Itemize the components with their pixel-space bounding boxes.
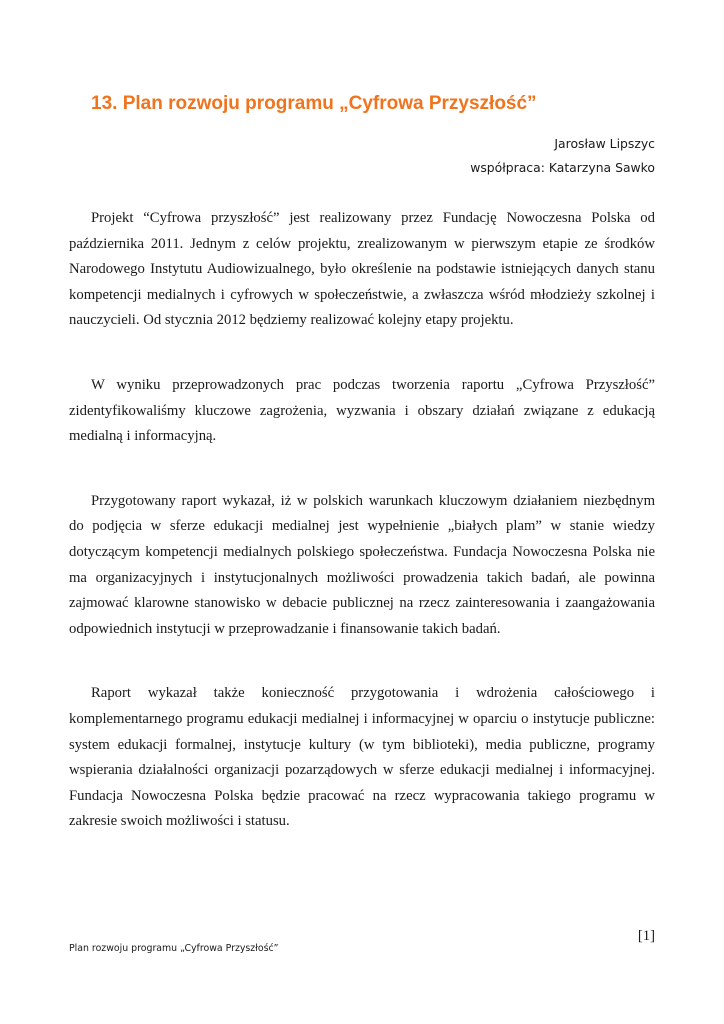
page-number: [1] [637,928,655,944]
footer-text: Plan rozwoju programu „Cyfrowa Przyszłość” [69,943,279,954]
body-text [69,206,655,835]
paragraph-3: Przygotowany raport wykazał, iż w polskich warunkach kluczowym działaniem niezbędnym do podjęcia w sferze edukacji medialnej jest wypełnienie „białych plam” w stanie wiedzy dotyczącym kompetencji medialnych polskiego społeczeństwa. Fundacja Nowoczesna Polska nie ma organizacyjnych i instytucjonalnych możliwości prowadzenia takich badań, ale powinna zajmować klarowne stanowisko w debacie publicznej na rzecz zainteresowania i zaangażowania odpowiednich instytucji w przeprowadzanie i finansowanie takich badań. [69,492,655,637]
collaboration-credit: współpraca: Katarzyna Sawko [470,160,655,175]
author-name: Jarosław Lipszyc [554,136,655,151]
paragraph-4: Raport wykazał także konieczność przygotowania i wdrożenia całościowego i komplementarnego programu edukacji medialnej i informacyjnej w oparciu o instytucje publiczne: system edukacji formalnej, instytucje kultury (w tym biblioteki), media publiczne, programy wspierania działalności organizacji pozarządowych w sferze edukacji medialnej i informacyjnej. Fundacja Nowoczesna Polska będzie pracować na rzecz wypracowania takiego programu w zakresie swoich możliwości i statusu. [69,685,655,830]
section-heading: 13. Plan rozwoju programu „Cyfrowa Przyszłość” [91,93,537,114]
author-block [470,132,655,180]
paragraph-2: W wyniku przeprowadzonych prac podczas tworzenia raportu „Cyfrowa Przyszłość” zidentyfikowaliśmy kluczowe zagrożenia, wyzwania i obszary działań związane z edukacją medialną i informacyjną. [69,376,655,445]
paragraph-1: Projekt “Cyfrowa przyszłość” jest realizowany przez Fundację Nowoczesna Polska od października 2011. Jednym z celów projektu, zrealizowanym w pierwszym etapie ze środków Narodowego Instytutu Audiowizualnego, było określenie na podstawie istniejących danych stanu kompetencji medialnych i cyfrowych w społeczeństwie, a zwłaszcza wśród młodzieży szkolnej i nauczycieli. Od stycznia 2012 będziemy realizować kolejny etapy projektu. [69,210,655,329]
